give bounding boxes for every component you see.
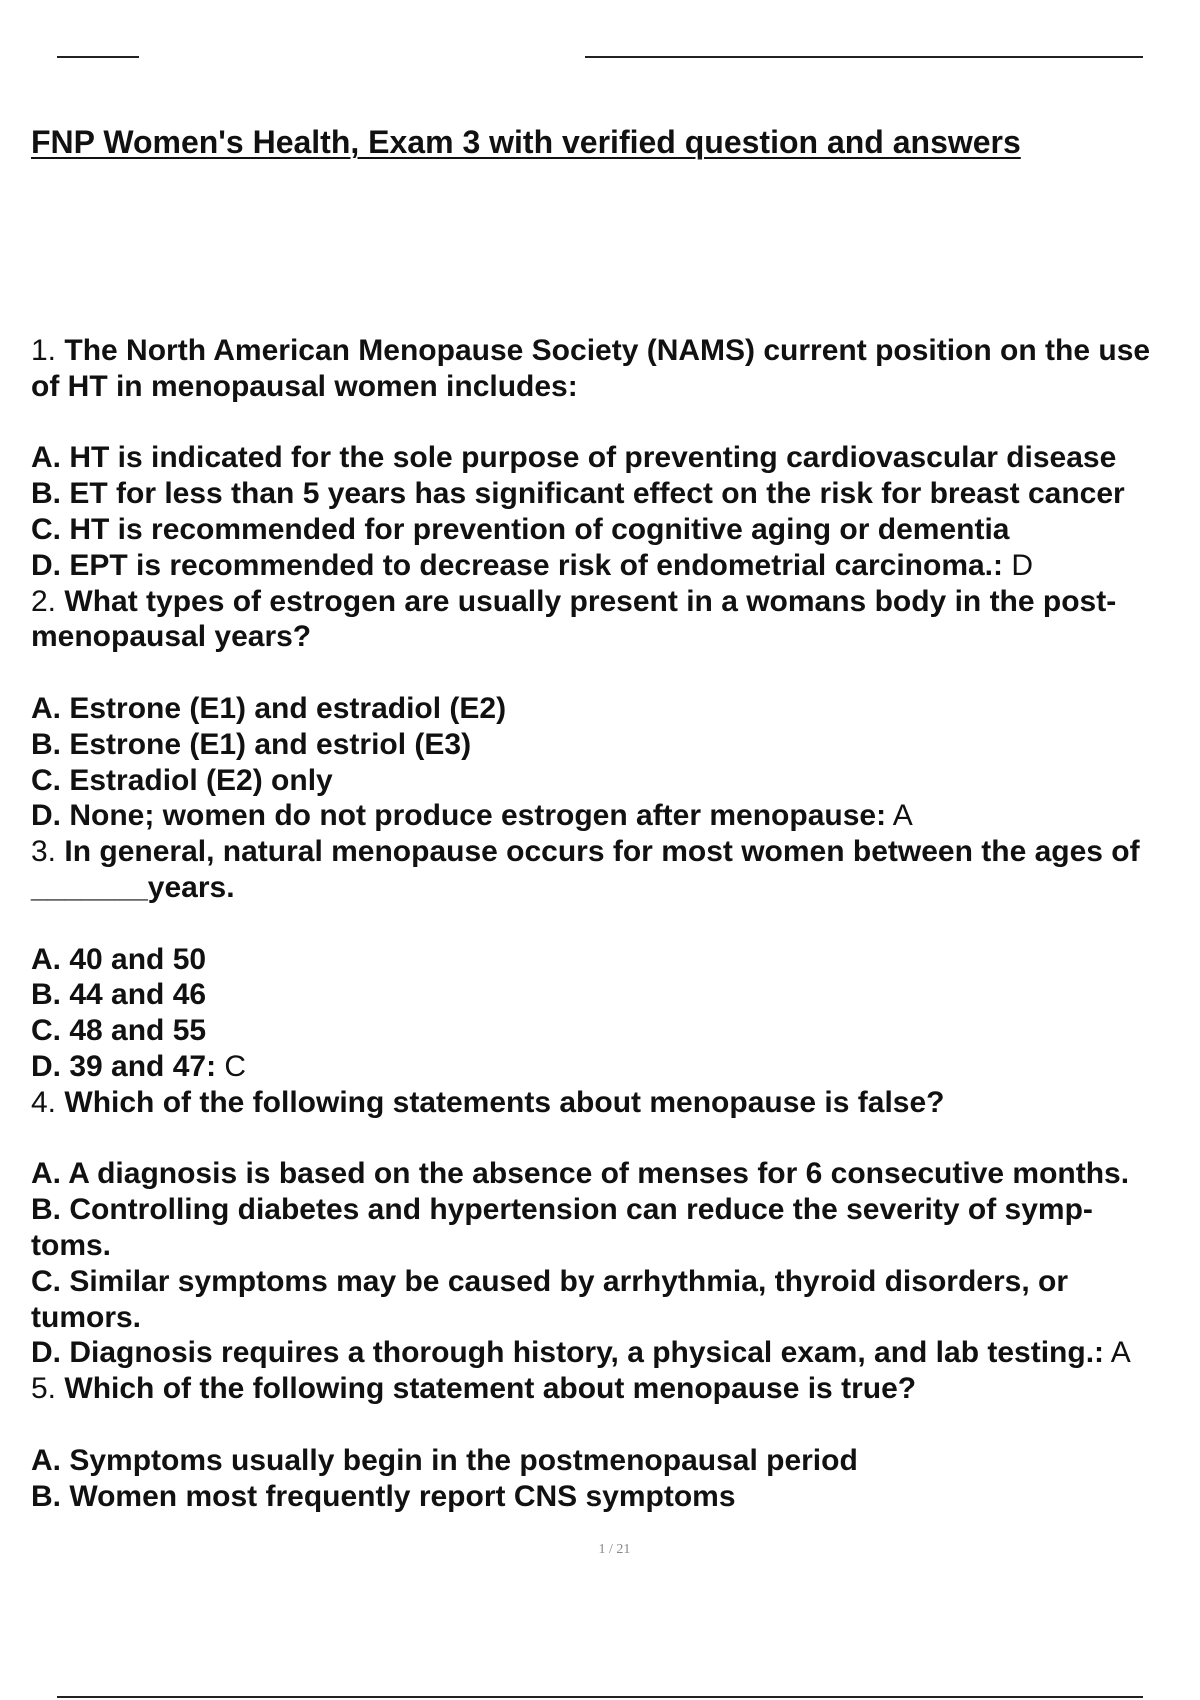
footer-rule — [57, 1696, 1143, 1698]
question-number: 4. — [31, 1085, 57, 1119]
document-title: FNP Women's Health, Exam 3 with verified question and answers — [31, 124, 1021, 160]
question-stem-line: menopausal years? — [31, 620, 312, 654]
answer-option — [31, 548, 1200, 584]
question-list — [31, 333, 1200, 1514]
answer-option: A. Estrone (E1) and estradiol (E2) — [31, 691, 507, 725]
question-3 — [31, 834, 1200, 1085]
answer-option-text: D. 39 and 47: — [31, 1049, 217, 1083]
question-number: 3. — [31, 835, 57, 869]
question-stem-line — [31, 584, 1200, 620]
answer-option: C. HT is recommended for prevention of cognitive aging or dementia — [31, 512, 1010, 546]
question-stem-text: In general, natural menopause occurs for most women between the ages of — [64, 835, 1140, 869]
header-rule-left — [57, 56, 139, 58]
correct-answer: D — [1003, 548, 1033, 582]
question-stem-line — [31, 1085, 1200, 1121]
correct-answer: A — [886, 799, 913, 833]
answer-option: B. Estrone (E1) and estriol (E3) — [31, 727, 472, 761]
question-number: 1. — [31, 334, 57, 367]
question-stem-line — [31, 834, 1200, 870]
question-1 — [31, 333, 1200, 584]
page-number: 1 / 21 — [598, 1542, 631, 1557]
answer-option: C. 48 and 55 — [31, 1014, 207, 1048]
answer-option: B. Women most frequently report CNS symptoms — [31, 1479, 736, 1513]
question-4 — [31, 1085, 1200, 1371]
correct-answer: A — [1104, 1336, 1131, 1370]
question-5 — [31, 1371, 1200, 1514]
question-stem-line — [31, 1371, 1200, 1407]
question-stem-line — [31, 333, 1200, 369]
question-stem-text: What types of estrogen are usually present in a womans body in the post- — [64, 584, 1117, 618]
question-stem-line: _______years. — [31, 870, 235, 904]
header-rule-right — [585, 56, 1143, 58]
answer-option: A. A diagnosis is based on the absence of menses for 6 consecutive months. — [31, 1157, 1130, 1191]
question-stem-text: The North American Menopause Society (NAMS) current position on the use — [64, 334, 1151, 367]
question-2 — [31, 584, 1200, 835]
question-stem-line: of HT in menopausal women includes: — [31, 369, 578, 403]
answer-option: B. ET for less than 5 years has significant effect on the risk for breast cancer — [31, 477, 1125, 511]
spacer — [31, 906, 1200, 942]
question-stem-text: Which of the following statement about menopause is true? — [64, 1372, 917, 1406]
answer-option: A. Symptoms usually begin in the postmenopausal period — [31, 1443, 858, 1477]
spacer — [31, 1121, 1200, 1157]
spacer — [31, 1407, 1200, 1443]
question-stem-text: Which of the following statements about menopause is false? — [64, 1085, 945, 1119]
answer-option: C. Similar symptoms may be caused by arrhythmia, thyroid disorders, or — [31, 1264, 1068, 1298]
answer-option-text: D. None; women do not produce estrogen after menopause: — [31, 799, 887, 833]
correct-answer: C — [216, 1049, 247, 1083]
answer-option — [31, 798, 1200, 834]
answer-option-continuation: toms. — [31, 1228, 112, 1262]
answer-option — [31, 1049, 1200, 1085]
answer-option: C. Estradiol (E2) only — [31, 763, 333, 797]
question-number: 5. — [31, 1372, 57, 1406]
answer-option-continuation: tumors. — [31, 1300, 142, 1334]
answer-option-text: D. EPT is recommended to decrease risk of endometrial carcinoma.: — [31, 548, 1003, 582]
answer-option — [31, 1335, 1200, 1371]
answer-option: B. Controlling diabetes and hypertension can reduce the severity of symp- — [31, 1193, 1093, 1227]
spacer — [31, 405, 1200, 441]
question-number: 2. — [31, 584, 57, 618]
answer-option: A. HT is indicated for the sole purpose of preventing cardiovascular disease — [31, 441, 1117, 475]
answer-option: B. 44 and 46 — [31, 978, 207, 1012]
spacer — [31, 655, 1200, 691]
answer-option-text: D. Diagnosis requires a thorough history, a physical exam, and lab testing.: — [31, 1336, 1105, 1370]
answer-option: A. 40 and 50 — [31, 942, 207, 976]
